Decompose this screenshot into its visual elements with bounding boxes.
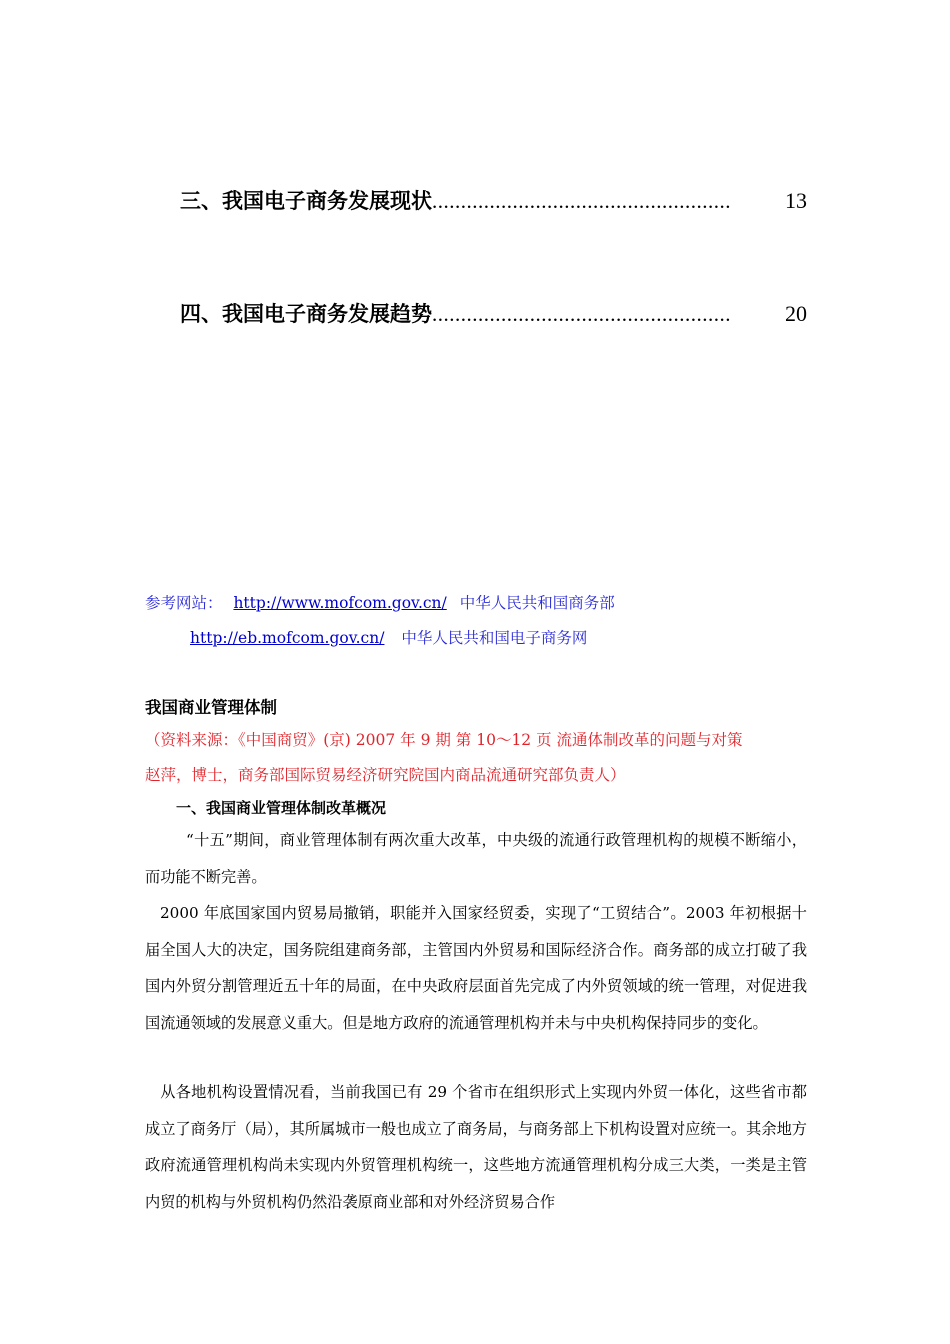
source-citation-line-1: （资料来源：《中国商贸》(京) 2007 年 9 期 第 10～12 页 流通体制改革的问题与对策 xyxy=(145,731,743,749)
toc-page-number: 13 xyxy=(785,188,807,213)
subsection-title: 一、我国商业管理体制改革概况 xyxy=(176,799,387,817)
toc-entry-3[interactable] xyxy=(180,185,807,215)
reference-site-name: 中华人民共和国商务部 xyxy=(459,594,615,612)
reference-site-name: 中华人民共和国电子商务网 xyxy=(401,629,588,647)
paragraph xyxy=(145,1074,807,1220)
source-citation-line-2: 赵萍，博士，商务部国际贸易经济研究院国内商品流通研究部负责人） xyxy=(145,766,626,784)
paragraph-text: 2000 年底国家国内贸易局撤销，职能并入国家经贸委，实现了“工贸结合”。2003 年初根据十届全国人大的决定，国务院组建商务部，主管国内外贸易和国际经济合作。商务部的成立打破了我国内外贸分割管理近五十年的局面，在中央政府层面首先完成了内外贸领域的统一管理，对促进我国流通领域的发展意义重大。但是地方政府的流通管理机构并未与中央机构保持同步的变化。 xyxy=(145,904,807,1032)
toc-page-number: 20 xyxy=(785,301,807,326)
reference-line-2 xyxy=(190,626,587,648)
section-title: 我国商业管理体制 xyxy=(145,698,277,717)
paragraph xyxy=(145,822,807,895)
toc-title: 四、我国电子商务发展趋势 xyxy=(180,302,432,326)
mofcom-link[interactable]: http://www.mofcom.gov.cn/ xyxy=(233,594,447,612)
toc-entry-4[interactable] xyxy=(180,298,807,328)
toc-leader-dots: .................................................... xyxy=(432,189,731,213)
eb-mofcom-link[interactable]: http://eb.mofcom.gov.cn/ xyxy=(190,629,385,647)
paragraph-text: “十五”期间，商业管理体制有两次重大改革，中央级的流通行政管理机构的规模不断缩小，而功能不断完善。 xyxy=(145,831,807,886)
paragraph xyxy=(145,895,807,1041)
paragraph-text: 从各地机构设置情况看，当前我国已有 29 个省市在组织形式上实现内外贸一体化，这些省市都成立了商务厅（局），其所属城市一般也成立了商务局，与商务部上下机构设置对应统一。其余地方政府流通管理机构尚未实现内外贸管理机构统一，这些地方流通管理机构分成三大类，一类是主管内贸的机构与外贸机构仍然沿袭原商业部和对外经济贸易合作 xyxy=(145,1083,807,1211)
toc-leader-dots: .................................................... xyxy=(432,302,731,326)
reference-line-1 xyxy=(145,591,615,613)
reference-label: 参考网站： xyxy=(145,594,223,612)
toc-title: 三、我国电子商务发展现状 xyxy=(180,189,432,213)
